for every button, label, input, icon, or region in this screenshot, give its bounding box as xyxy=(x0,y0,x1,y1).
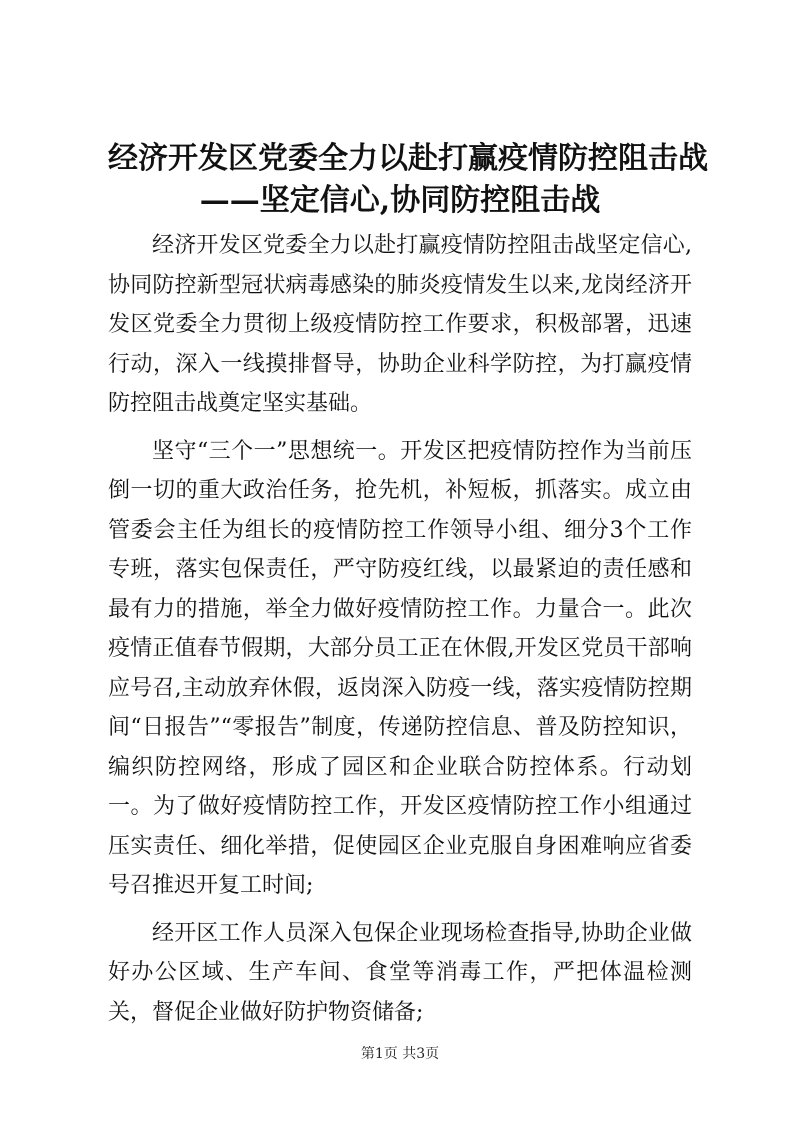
document-title xyxy=(108,138,708,222)
page-number-footer: 第1页 共3页 xyxy=(360,1046,440,1062)
title-line-1: 经济开发区党委全力以赴打赢疫情防控阻击战 xyxy=(108,141,708,176)
paragraph-3: 经开区工作人员深入包保企业现场检查指导,协助企业做好办公区域、生产车间、食堂等消毒工作，严把体温检测关，督促企业做好防护物资储备; xyxy=(108,920,692,1025)
paragraph-2: 坚守“三个一”思想统一。开发区把疫情防控作为当前压倒一切的重大政治任务，抢先机，补短板，抓落实。成立由管委会主任为组长的疫情防控工作领导小组、细分3个工作专班，落实包保责任，严守防疫红线，以最紧迫的责任感和最有力的措施，举全力做好疫情防控工作。力量合一。此次疫情正值春节假期，大部分员工正在休假,开发区党员干部响应号召,主动放弃休假，返岗深入防疫一线，落实疫情防控期间“日报告”“零报告”制度，传递防控信息、普及防控知识，编织防控网络，形成了园区和企业联合防控体系。行动划一。为了做好疫情防控工作，开发区疫情防控工作小组通过压实责任、细化举措，促使园区企业克服自身困难响应省委号召推迟开复工时间; xyxy=(108,438,692,898)
title-line-2: ——坚定信心,协同防控阻击战 xyxy=(199,183,601,218)
document-body xyxy=(108,226,692,1032)
paragraph-1: 经济开发区党委全力以赴打赢疫情防控阻击战坚定信心,协同防控新型冠状病毒感染的肺炎疫情发生以来,龙岗经济开发区党委全力贯彻上级疫情防控工作要求，积极部署，迅速行动，深入一线摸排督导，协助企业科学防控，为打赢疫情防控阻击战奠定坚实基础。 xyxy=(108,233,692,416)
